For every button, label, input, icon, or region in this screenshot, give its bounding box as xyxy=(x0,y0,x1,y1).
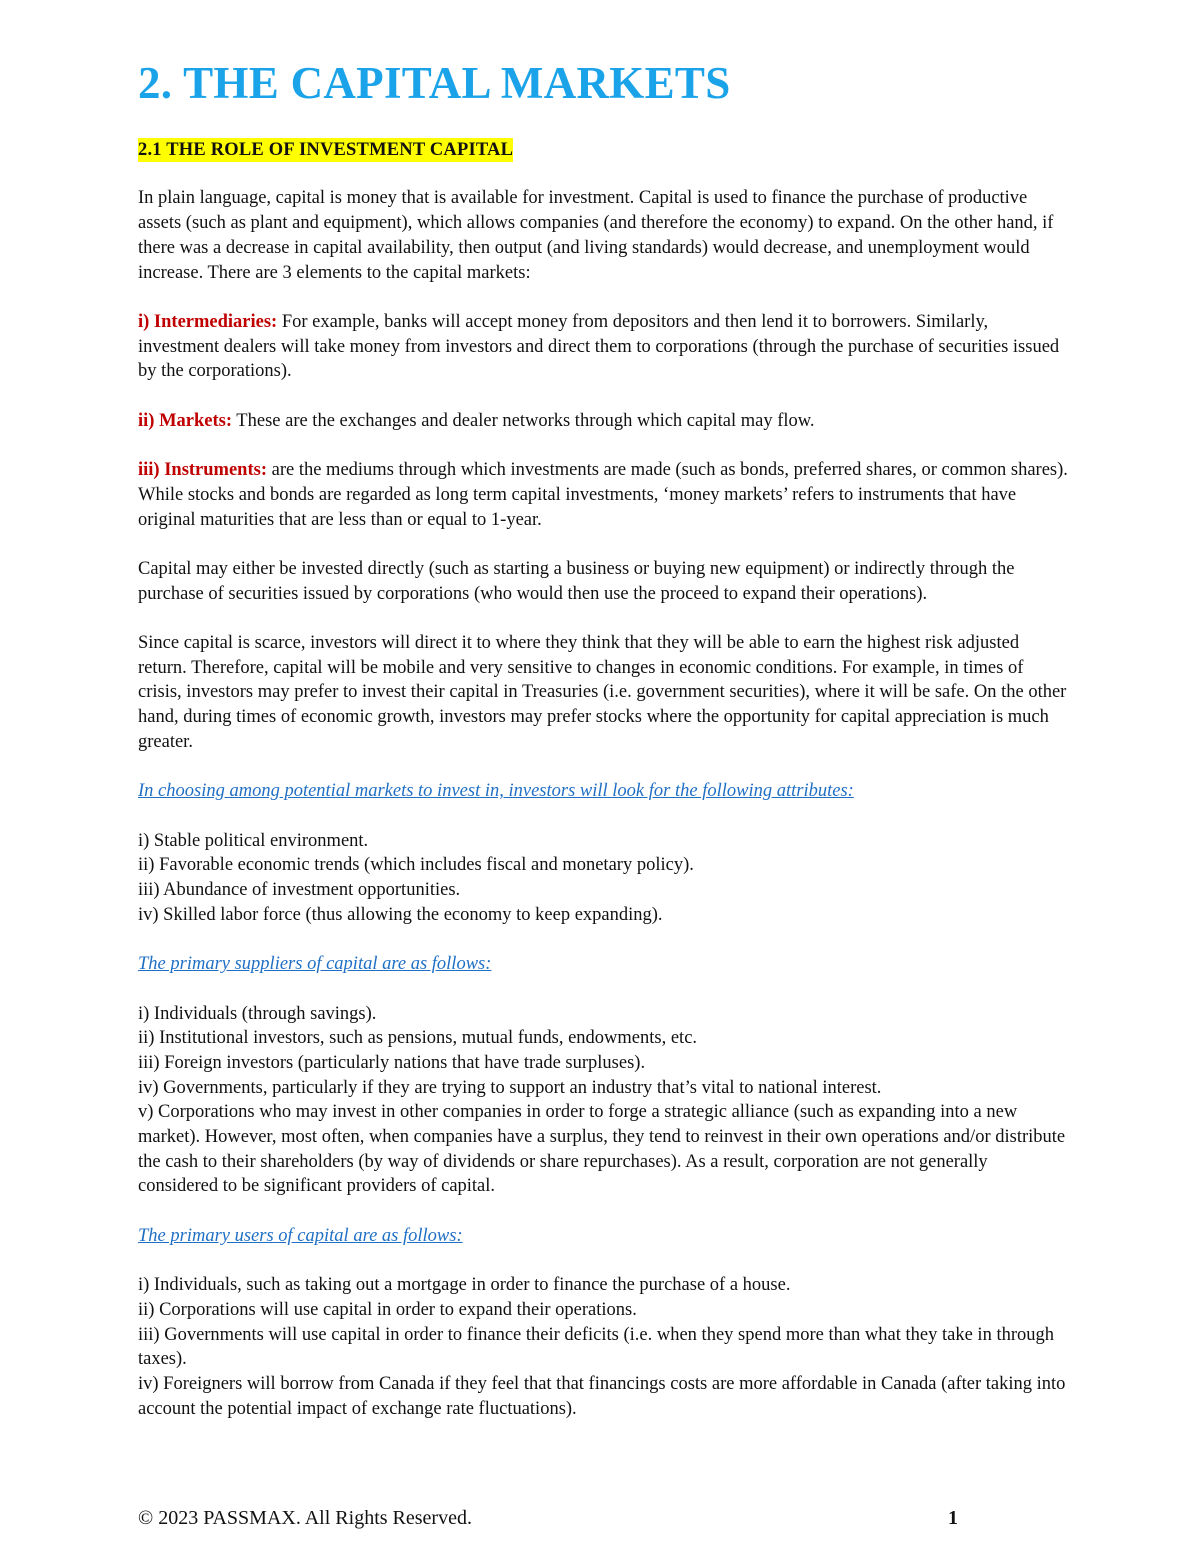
list-item: i) Individuals, such as taking out a mortgage in order to finance the purchase of a house. xyxy=(138,1275,791,1296)
direct-investment-paragraph: Capital may either be invested directly (such as starting a business or buying new equipment) or indirectly through the purchase of securities issued by corporations (who would then use the proceed to expand their operations). xyxy=(138,558,1015,604)
element-text: These are the exchanges and dealer networks through which capital may flow. xyxy=(232,410,815,431)
users-list xyxy=(138,1273,1068,1421)
element-label: ii) Markets: xyxy=(138,410,233,431)
spacer xyxy=(138,285,1068,310)
suppliers-list xyxy=(138,1002,1068,1200)
suppliers-heading: The primary suppliers of capital are as follows: xyxy=(138,954,492,975)
intro-paragraph: In plain language, capital is money that is available for investment. Capital is used to finance the purchase of productive assets (such as plant and equipment), which allows companies (and therefore the economy) to expand. On the other hand, if there was a decrease in capital availability, then output (and living standards) would decrease, and unemployment would increase. There are 3 elements to the capital markets: xyxy=(138,188,1054,283)
copyright-text: © 2023 PASSMAX. All Rights Reserved. xyxy=(138,1507,472,1529)
users-heading: The primary users of capital are as follows: xyxy=(138,1225,463,1246)
element-label: iii) Instruments: xyxy=(138,460,267,481)
attributes-list xyxy=(138,829,1068,928)
page-number: 1 xyxy=(948,1507,958,1529)
spacer xyxy=(138,532,1068,557)
spacer xyxy=(138,433,1068,458)
spacer xyxy=(138,977,1068,1002)
list-item: iv) Governments, particularly if they are trying to support an industry that’s vital to national interest. xyxy=(138,1077,882,1098)
scarce-capital-paragraph: Since capital is scarce, investors will direct it to where they think that they will be able to earn the highest risk adjusted return. Therefore, capital will be mobile and very sensitive to changes in economic conditions. For example, in times of crisis, investors may prefer to invest their capital in Treasuries (i.e. government securities), where it will be safe. On the other hand, during times of economic growth, investors may prefer stocks where the opportunity for capital appreciation is much greater. xyxy=(138,633,1067,752)
list-item: iii) Foreign investors (particularly nations that have trade surpluses). xyxy=(138,1052,646,1073)
page-content xyxy=(138,58,1068,1421)
element-text: For example, banks will accept money from depositors and then lend it to borrowers. Similarly, investment dealers will take money from investors and direct them to corporations (through the purchase of securities issued by the corporations). xyxy=(138,311,1060,382)
list-item: ii) Corporations will use capital in order to expand their operations. xyxy=(138,1299,637,1320)
spacer xyxy=(138,927,1068,952)
spacer xyxy=(138,1199,1068,1224)
list-item: v) Corporations who may invest in other companies in order to forge a strategic alliance (such as expanding into a new market). However, most often, when companies have a surplus, they tend to reinvest in their own operations and/or distribute the cash to their shareholders (by way of dividends or share repurchases). As a result, corporation are not generally considered to be significant providers of capital. xyxy=(138,1102,1066,1197)
spacer xyxy=(138,755,1068,780)
list-item: iv) Foreigners will borrow from Canada if they feel that that financings costs are more affordable in Canada (after taking into account the potential impact of exchange rate fluctuations). xyxy=(138,1374,1066,1419)
list-item: iii) Governments will use capital in order to finance their deficits (i.e. when they spend more than what they take in through taxes). xyxy=(138,1324,1054,1370)
element-intermediaries xyxy=(138,310,1068,384)
section-heading: 2.1 THE ROLE OF INVESTMENT CAPITAL xyxy=(138,139,514,160)
attributes-heading: In choosing among potential markets to invest in, investors will look for the following attributes: xyxy=(138,781,854,802)
spacer xyxy=(138,804,1068,829)
list-item: ii) Institutional investors, such as pensions, mutual funds, endowments, etc. xyxy=(138,1028,698,1049)
list-item: ii) Favorable economic trends (which includes fiscal and monetary policy). xyxy=(138,855,694,876)
spacer xyxy=(138,162,1068,187)
list-item: i) Individuals (through savings). xyxy=(138,1003,377,1024)
element-instruments xyxy=(138,458,1068,532)
spacer xyxy=(138,1249,1068,1274)
page-title: 2. THE CAPITAL MARKETS xyxy=(138,58,731,108)
spacer xyxy=(138,384,1068,409)
list-item: iv) Skilled labor force (thus allowing the economy to keep expanding). xyxy=(138,904,663,925)
element-label: i) Intermediaries: xyxy=(138,311,278,332)
list-item: i) Stable political environment. xyxy=(138,830,369,851)
page-footer xyxy=(138,1504,958,1532)
element-markets xyxy=(138,409,1068,434)
list-item: iii) Abundance of investment opportunities. xyxy=(138,880,461,901)
element-text: are the mediums through which investments are made (such as bonds, preferred shares, or common shares). While stocks and bonds are regarded as long term capital investments, ‘money markets’ refers to instruments that have original maturities that are less than or equal to 1-year. xyxy=(138,460,1068,530)
spacer xyxy=(138,606,1068,631)
